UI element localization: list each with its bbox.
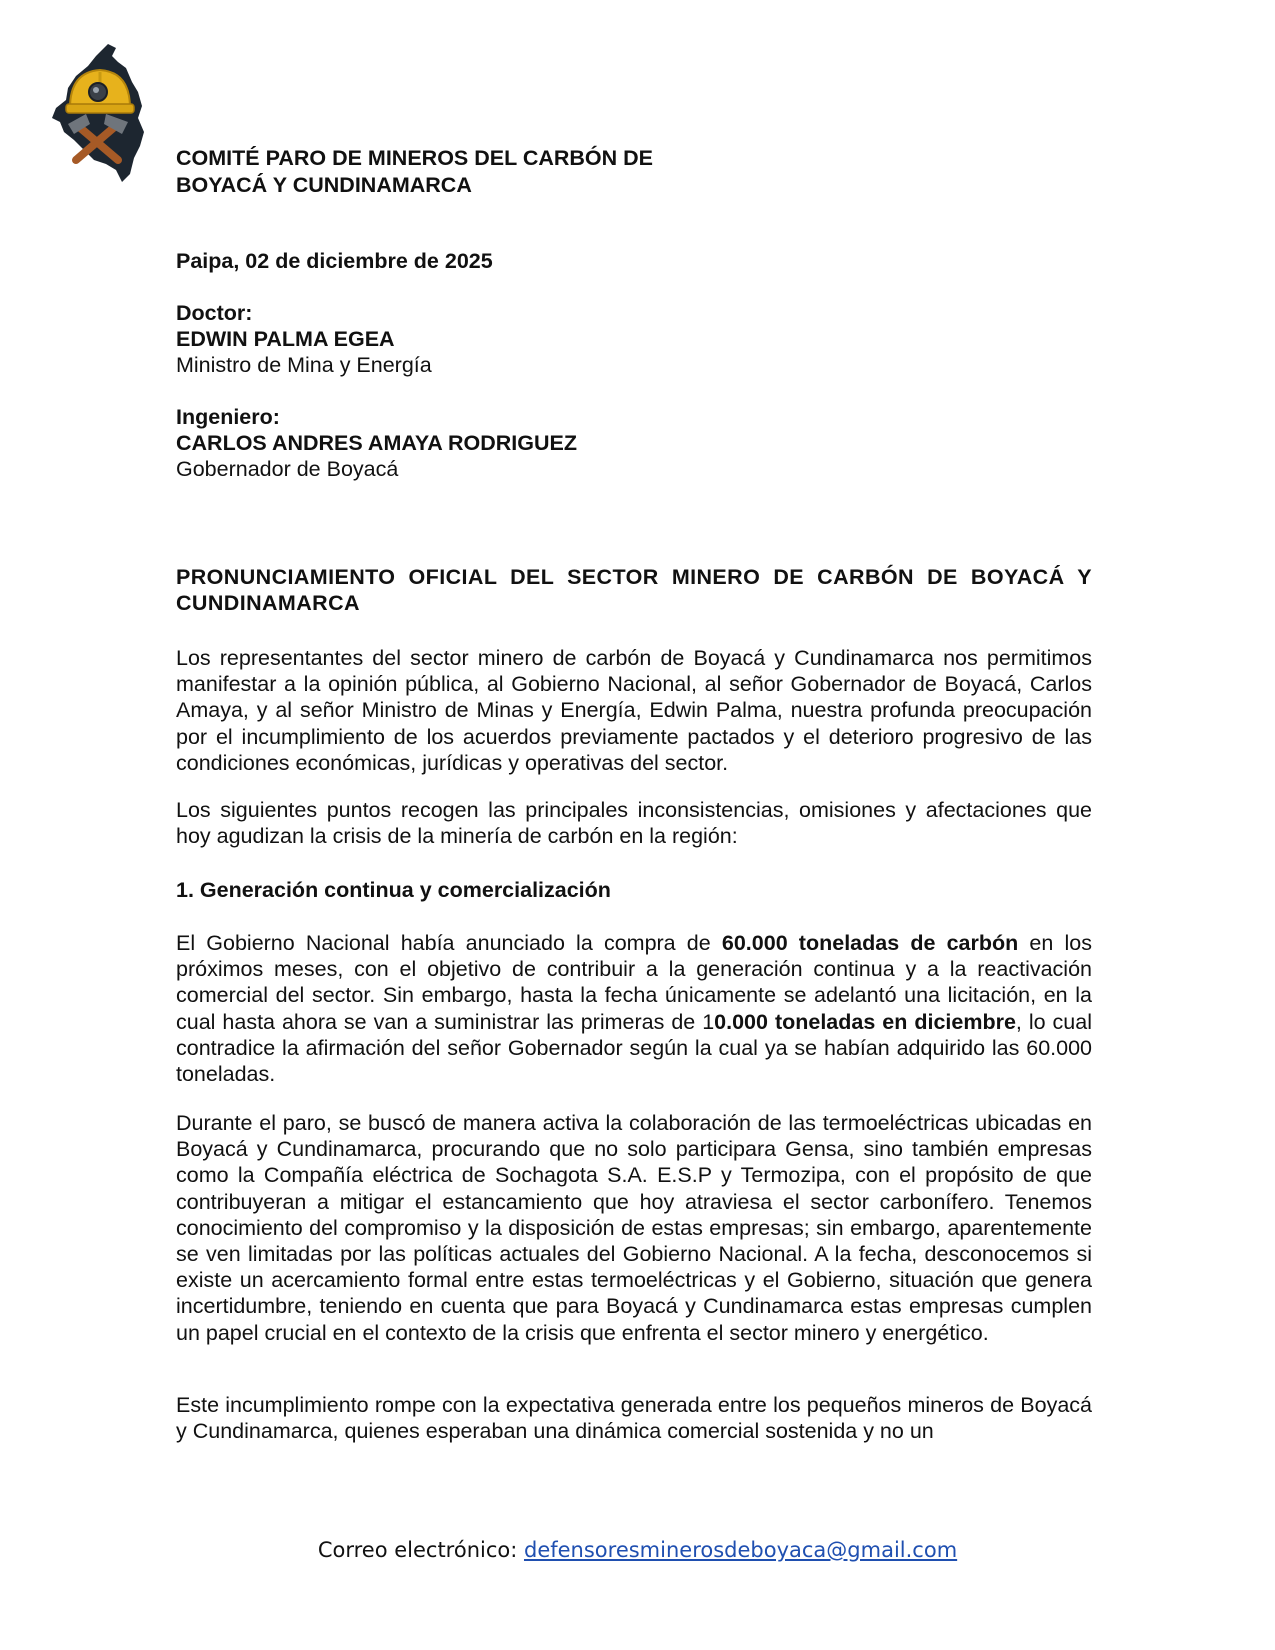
page-footer (0, 1538, 1275, 1562)
miner-helmet-crossed-pickaxes-icon (46, 42, 146, 184)
text-run: , lo cual contradice la afirmación del señor Gobernador según la cual ya se habían adquirido las 60.000 toneladas. (176, 1009, 1092, 1087)
bold-run: 60.000 toneladas de carbón (721, 931, 1019, 955)
letterhead-logo (46, 42, 146, 184)
letterhead-org-name (176, 145, 1092, 199)
recipient-block (176, 300, 1092, 378)
body-paragraph: Los representantes del sector minero de carbón de Boyacá y Cundinamarca nos permitimos manifestar a la opinión pública, al Gobierno Nacional, al señor Gobernador de Boyacá, Carlos Amaya, y al señor Ministro de Minas y Energía, Edwin Palma, nuestra profunda preocupación por el incumplimiento de los acuerdos previamente pactados y el deterioro progresivo de las condiciones económicas, jurídicas y operativas del sector. (176, 646, 1092, 775)
footer-email-link[interactable]: defensoresminerosdeboyaca@gmail.com (523, 1538, 958, 1562)
date-line: Paipa, 02 de diciembre de 2025 (176, 249, 493, 273)
section-heading: 1. Generación continua y comercialización (176, 878, 611, 902)
org-name-line-2: BOYACÁ Y CUNDINAMARCA (176, 173, 472, 197)
recipient-role: Gobernador de Boyacá (176, 457, 399, 481)
footer-label: Correo electrónico: (317, 1538, 524, 1562)
body-paragraph (176, 930, 1092, 1087)
subject-heading: PRONUNCIAMIENTO OFICIAL DEL SECTOR MINERO DE CARBÓN DE BOYACÁ Y CUNDINAMARCA (176, 565, 1092, 615)
org-name-line-1: COMITÉ PARO DE MINEROS DEL CARBÓN DE (176, 146, 654, 170)
recipient-name: CARLOS ANDRES AMAYA RODRIGUEZ (176, 431, 577, 455)
text-run: en los próximos meses, con el objetivo de contribuir a la generación continua y a la reactivación comercial del sector. Sin embargo, hasta la fecha únicamente se adelantó una licitación, en la cual hasta ahora se van a suministrar las primeras de 1 (176, 931, 1092, 1034)
recipient-name: EDWIN PALMA EGEA (176, 327, 395, 351)
text-run: El Gobierno Nacional había anunciado la compra de (176, 931, 722, 955)
body-paragraph: Durante el paro, se buscó de manera activa la colaboración de las termoeléctricas ubicadas en Boyacá y Cundinamarca, procurando que no solo participara Gensa, sino también empresas como la Compañía eléctrica de Sochagota S.A. E.S.P y Termozipa, con el propósito de que contribuyeran a mitigar el estancamiento que hoy atraviesa el sector carbonífero. Tenemos conocimiento del compromiso y la disposición de estas empresas; sin embargo, aparentemente se ven limitadas por las políticas actuales del Gobierno Nacional. A la fecha, desconocemos si existe un acercamiento formal entre estas termoeléctricas y el Gobierno, situación que genera incertidumbre, teniendo en cuenta que para Boyacá y Cundinamarca estas empresas cumplen un papel crucial en el contexto de la crisis que enfrenta el sector minero y energético. (176, 1111, 1092, 1345)
recipient-title: Ingeniero: (176, 405, 280, 429)
body-paragraph: Este incumplimiento rompe con la expectativa generada entre los pequeños mineros de Boyacá y Cundinamarca, quienes esperaban una dinámica comercial sostenida y no un (176, 1393, 1092, 1444)
body-paragraph: Los siguientes puntos recogen las principales inconsistencias, omisiones y afectaciones que hoy agudizan la crisis de la minería de carbón en la región: (176, 798, 1092, 849)
recipient-block (176, 404, 1092, 482)
bold-run: 0.000 toneladas en diciembre (714, 1009, 1016, 1034)
recipient-title: Doctor: (176, 301, 253, 325)
recipient-role: Ministro de Mina y Energía (176, 353, 432, 377)
